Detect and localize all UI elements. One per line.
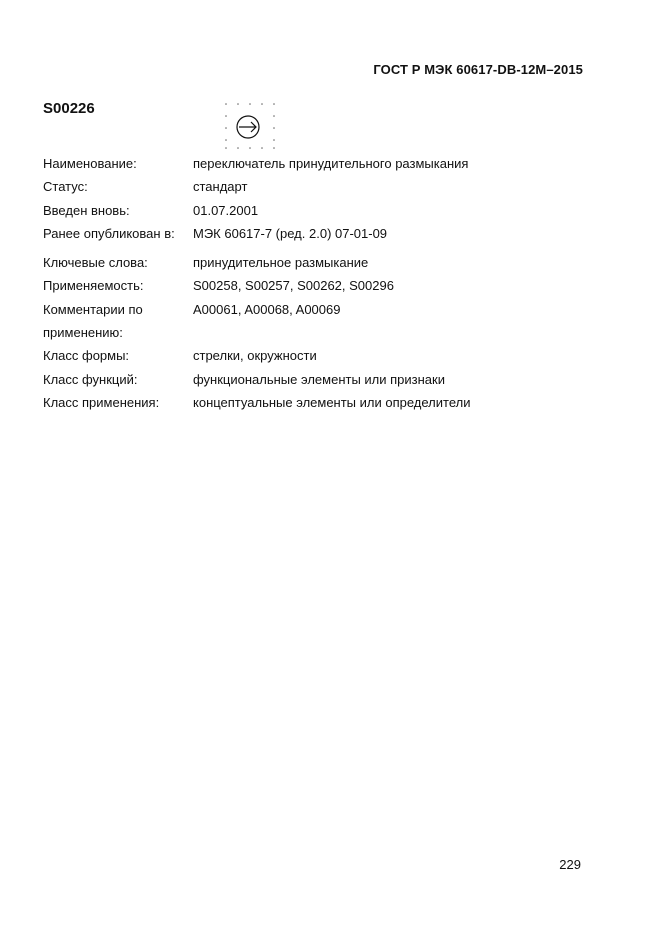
property-value: S00258, S00257, S00262, S00296 bbox=[193, 278, 394, 294]
property-label: применению: bbox=[43, 325, 123, 341]
property-value: концептуальные элементы или определители bbox=[193, 394, 471, 410]
property-value: принудительное размыкание bbox=[193, 255, 369, 271]
property-value: функциональные элементы или признаки bbox=[193, 371, 445, 387]
property-label: Класс функций: bbox=[43, 371, 138, 387]
property-value bbox=[193, 321, 603, 344]
property-value: МЭК 60617-7 (ред. 2.0) 07-01-09 bbox=[193, 225, 388, 241]
property-label: Введен вновь: bbox=[43, 202, 130, 218]
property-value: стрелки, окружности bbox=[193, 348, 317, 364]
property-label: Применяемость: bbox=[43, 278, 144, 294]
symbol-graphic bbox=[224, 102, 276, 150]
symbol-id: S00226 bbox=[43, 100, 95, 117]
property-value: переключатель принудительного размыкания bbox=[193, 156, 469, 171]
property-label: Класс формы: bbox=[43, 348, 130, 364]
property-row-comments bbox=[43, 298, 603, 321]
property-row-published bbox=[43, 222, 603, 245]
property-label: Комментарии по bbox=[43, 301, 143, 317]
property-row-comments-cont bbox=[43, 321, 603, 344]
grid-dots bbox=[225, 103, 275, 149]
page-number: 229 bbox=[559, 857, 581, 872]
property-label: Класс применения: bbox=[43, 394, 160, 410]
property-value: стандарт bbox=[193, 179, 248, 195]
property-row-application-class bbox=[43, 391, 603, 414]
property-row-status bbox=[43, 175, 603, 198]
document-code: ГОСТ Р МЭК 60617-DB-12M–2015 bbox=[373, 62, 583, 77]
symbol-properties bbox=[43, 152, 603, 414]
property-label: Ранее опубликован в: bbox=[43, 225, 175, 241]
property-value: A00061, A00068, A00069 bbox=[193, 301, 341, 317]
property-label: Наименование: bbox=[43, 156, 137, 171]
property-row-introduced bbox=[43, 199, 603, 222]
property-row-applicability bbox=[43, 274, 603, 297]
property-value: 01.07.2001 bbox=[193, 202, 259, 218]
property-label: Ключевые слова: bbox=[43, 255, 148, 271]
property-row-name bbox=[43, 152, 603, 175]
property-row-shape-class bbox=[43, 344, 603, 367]
property-row-function-class bbox=[43, 368, 603, 391]
property-label: Статус: bbox=[43, 179, 88, 195]
arrow-in-circle-icon bbox=[224, 102, 276, 150]
property-row-keywords bbox=[43, 251, 603, 274]
